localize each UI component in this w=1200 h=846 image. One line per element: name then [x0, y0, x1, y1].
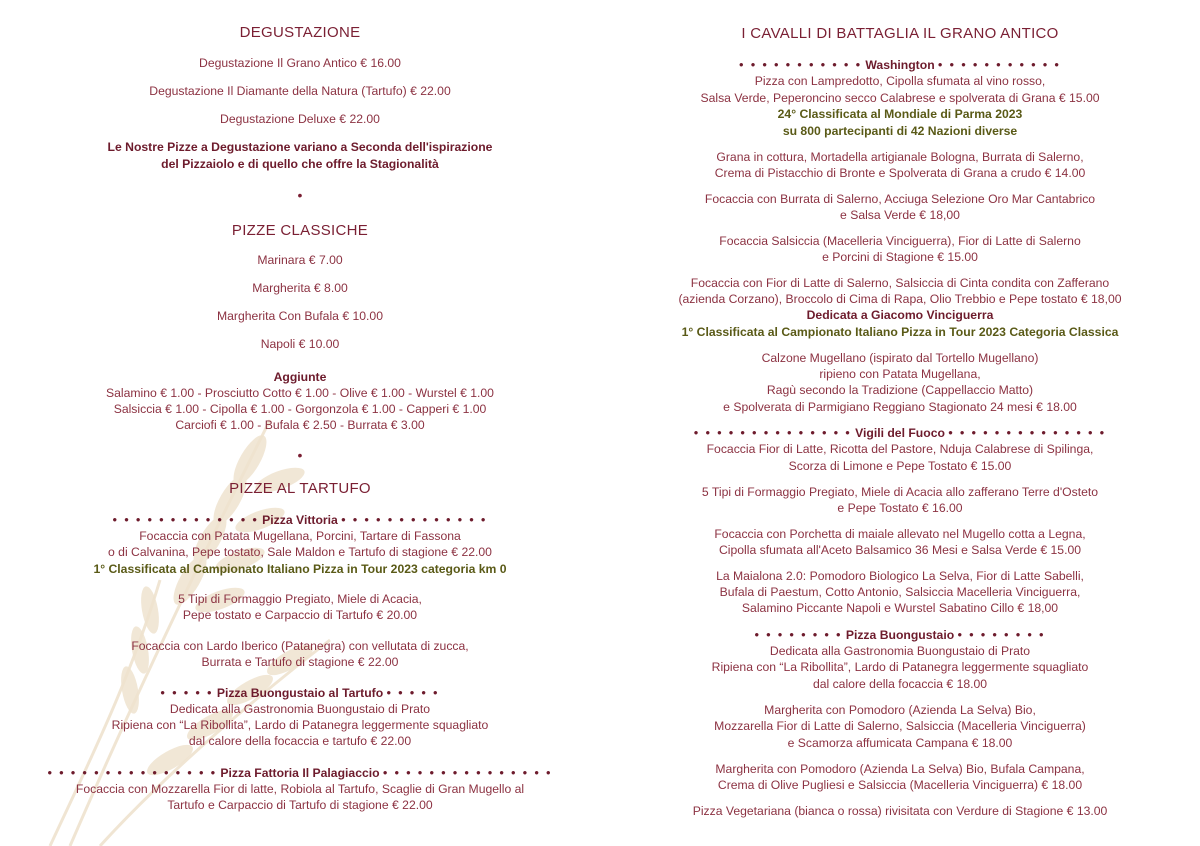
buongustaio-tartufo-desc-1: Dedicata alla Gastronomia Buongustaio di Prato [169, 702, 431, 716]
acciuga-desc-2: e Salsa Verde € 18,00 [840, 208, 960, 222]
washington-desc-2: Salsa Verde, Peperoncino secco Calabrese e spolverata di Grana € 15.00 [700, 91, 1100, 105]
vigili-name: Vigili del Fuoco [855, 426, 945, 440]
grana-desc-1: Grana in cottura, Mortadella artigianale Bologna, Burrata di Salerno, [716, 150, 1084, 164]
fattoria-heading [40, 765, 560, 782]
vigili-desc-1: Focaccia Fior di Latte, Ricotta del Pastore, Nduja Calabrese di Spilinga, [706, 442, 1094, 456]
margherita-desc-3: e Scamorza affumicata Campana € 18.00 [787, 736, 1013, 750]
aggiunte-line-2: Salsiccia € 1.00 - Cipolla € 1.00 - Gorgonzola € 1.00 - Capperi € 1.00 [113, 402, 487, 416]
dots-decoration: • • • • • • • • • • • [938, 58, 1061, 72]
buongustaio-tartufo-desc-2: Ripiena con “La Ribollita”, Lardo di Patanegra leggermente squagliato [111, 718, 489, 732]
dots-decoration: • • • • • • • • • • • • • • • [47, 766, 218, 780]
vegetariana-desc: Pizza Vegetariana (bianca o rossa) rivisitata con Verdure di Stagione € 13.00 [692, 804, 1108, 818]
dots-decoration: • • • • • [160, 686, 214, 700]
porchetta-desc-2: Cipolla sfumata all'Aceto Balsamico 36 Mesi e Salsa Verde € 15.00 [718, 543, 1082, 557]
buongustaio-tartufo-heading [40, 685, 560, 702]
formaggi-tartufo-2: Pepe tostato e Carpaccio di Tartufo € 20.00 [182, 608, 418, 622]
classica-item-2: Margherita € 8.00 [252, 281, 348, 295]
buongustaio-tartufo-name: Pizza Buongustaio al Tartufo [216, 686, 384, 700]
classica-item-4: Napoli € 10.00 [260, 337, 340, 351]
dots-decoration: • • • • • • • • [957, 628, 1046, 642]
cinta-desc-1: Focaccia con Fior di Latte di Salerno, Salsiccia di Cinta condita con Zafferano [690, 276, 1110, 290]
grana-desc-2: Crema di Pistacchio di Bronte e Spolverata di Grana a crudo € 14.00 [714, 166, 1086, 180]
salsiccia-desc-1: Focaccia Salsiccia (Macelleria Vinciguerra), Fior di Latte di Salerno [719, 234, 1081, 248]
dots-decoration: • • • • • [386, 686, 440, 700]
maialona-desc-2: Bufala di Paestum, Cotto Antonio, Salsiccia Macelleria Vinciguerra, [719, 585, 1081, 599]
calzone-desc-3: Ragù secondo la Tradizione (Cappellaccio Matto) [766, 383, 1034, 397]
formaggi-desc-1: 5 Tipi di Formaggio Pregiato, Miele di Acacia allo zafferano Terre d'Osteto [701, 485, 1099, 499]
maialona-desc-3: Salamino Piccante Napoli e Wurstel Sabatino Cillo € 18,00 [741, 601, 1059, 615]
washington-award-1: 24° Classificata al Mondiale di Parma 2023 [777, 107, 1023, 121]
dots-decoration: • • • • • • • • • • • • • • [948, 426, 1107, 440]
acciuga-desc-1: Focaccia con Burrata di Salerno, Acciuga Selezione Oro Mar Cantabrico [704, 192, 1096, 206]
vigili-desc-2: Scorza di Limone e Pepe Tostato € 15.00 [788, 459, 1012, 473]
degustazione-item-1: Degustazione Il Grano Antico € 16.00 [199, 56, 401, 70]
aggiunte-title: Aggiunte [273, 370, 327, 384]
washington-name: Washington [865, 58, 935, 72]
cinta-dedica: Dedicata a Giacomo Vinciguerra [806, 308, 994, 322]
buongustaio-name: Pizza Buongustaio [845, 628, 955, 642]
washington-desc-1: Pizza con Lampredotto, Cipolla sfumata al vino rosso, [754, 74, 1046, 88]
dots-decoration: • • • • • • • • • • • • • [341, 513, 488, 527]
buongustaio-tartufo-desc-3: dal calore della focaccia e tartufo € 22.00 [188, 734, 412, 748]
lardo-tartufo-1: Focaccia con Lardo Iberico (Patanegra) con vellutata di zucca, [131, 639, 469, 653]
fattoria-desc-2: Tartufo e Carpaccio di Tartufo di stagione € 22.00 [167, 798, 433, 812]
buongustaio-desc-1: Dedicata alla Gastronomia Buongustaio di Prato [769, 644, 1031, 658]
degustazione-note-2: del Pizzaiolo e di quello che offre la Stagionalità [161, 157, 439, 171]
pizza-vittoria-desc-2: o di Calvanina, Pepe tostato, Sale Maldon e Tartufo di stagione € 22.00 [108, 545, 492, 559]
aggiunte-line-3: Carciofi € 1.00 - Bufala € 2.50 - Burrata € 3.00 [175, 418, 425, 432]
margherita-desc-1: Margherita con Pomodoro (Azienda La Selva) Bio, [764, 703, 1036, 717]
separator-dot: • [297, 187, 303, 203]
section-title-classiche: PIZZE CLASSICHE [231, 222, 369, 239]
washington-award-2: su 800 partecipanti di 42 Nazioni diverse [782, 124, 1018, 138]
section-title-cavalli: I CAVALLI DI BATTAGLIA IL GRANO ANTICO [741, 25, 1059, 42]
margherita-desc-2: Mozzarella Fior di Latte di Salerno, Salsiccia (Macelleria Vinciguerra) [714, 719, 1086, 733]
degustazione-item-2: Degustazione Il Diamante della Natura (Tartufo) € 22.00 [149, 84, 451, 98]
separator-dot: • [297, 447, 303, 463]
buongustaio-heading [650, 627, 1150, 644]
cinta-award: 1° Classificata al Campionato Italiano Pizza in Tour 2023 Categoria Classica [681, 325, 1119, 339]
dots-decoration: • • • • • • • • • • • [739, 58, 862, 72]
calzone-desc-1: Calzone Mugellano (ispirato dal Tortello Mugellano) [761, 351, 1039, 365]
dots-decoration: • • • • • • • • • • • • • • • [382, 766, 553, 780]
washington-heading [650, 57, 1150, 74]
classica-item-1: Marinara € 7.00 [257, 253, 343, 267]
degustazione-item-3: Degustazione Deluxe € 22.00 [220, 112, 380, 126]
margherita2-desc-2: Crema di Olive Pugliesi e Salsiccia (Macelleria Vinciguerra) € 18.00 [717, 778, 1083, 792]
pizza-vittoria-desc-1: Focaccia con Patata Mugellana, Porcini, Tartare di Fassona [139, 529, 461, 543]
dots-decoration: • • • • • • • • • • • • • • [693, 426, 852, 440]
buongustaio-desc-2: Ripiena con “La Ribollita”, Lardo di Patanegra leggermente squagliato [711, 660, 1089, 674]
salsiccia-desc-2: e Porcini di Stagione € 15.00 [822, 250, 978, 264]
section-title-tartufo: PIZZE AL TARTUFO [229, 480, 371, 497]
lardo-tartufo-2: Burrata e Tartufo di stagione € 22.00 [201, 655, 399, 669]
maialona-desc-1: La Maialona 2.0: Pomodoro Biologico La Selva, Fior di Latte Sabelli, [716, 569, 1084, 583]
pizza-vittoria-heading [40, 512, 560, 529]
formaggi-desc-2: e Pepe Tostato € 16.00 [837, 501, 963, 515]
degustazione-note-1: Le Nostre Pizze a Degustazione variano a Seconda dell'ispirazione [107, 140, 493, 154]
calzone-desc-2: ripieno con Patata Mugellana, [819, 367, 981, 381]
pizza-vittoria-name: Pizza Vittoria [262, 513, 338, 527]
dots-decoration: • • • • • • • • • • • • • [112, 513, 259, 527]
cinta-desc-2: (azienda Corzano), Broccolo di Cima di Rapa, Olio Trebbio e Pepe tostato € 18,00 [678, 292, 1122, 306]
section-title-degustazione: DEGUSTAZIONE [239, 24, 361, 41]
classica-item-3: Margherita Con Bufala € 10.00 [217, 309, 383, 323]
buongustaio-desc-3: dal calore della focaccia € 18.00 [812, 677, 988, 691]
margherita2-desc-1: Margherita con Pomodoro (Azienda La Selva) Bio, Bufala Campana, [715, 762, 1085, 776]
porchetta-desc-1: Focaccia con Porchetta di maiale allevato nel Mugello cotta a Legna, [714, 527, 1086, 541]
fattoria-desc-1: Focaccia con Mozzarella Fior di latte, Robiola al Tartufo, Scaglie di Gran Mugello al [75, 782, 525, 796]
aggiunte-line-1: Salamino € 1.00 - Prosciutto Cotto € 1.00 - Olive € 1.00 - Wurstel € 1.00 [106, 386, 494, 400]
dots-decoration: • • • • • • • • [754, 628, 843, 642]
fattoria-name: Pizza Fattoria Il Palagiaccio [220, 766, 380, 780]
vigili-heading [650, 425, 1150, 442]
calzone-desc-4: e Spolverata di Parmigiano Reggiano Stagionato 24 mesi € 18.00 [723, 400, 1077, 414]
formaggi-tartufo-1: 5 Tipi di Formaggio Pregiato, Miele di Acacia, [178, 592, 422, 606]
pizza-vittoria-award: 1° Classificata al Campionato Italiano Pizza in Tour 2023 categoria km 0 [93, 562, 507, 576]
